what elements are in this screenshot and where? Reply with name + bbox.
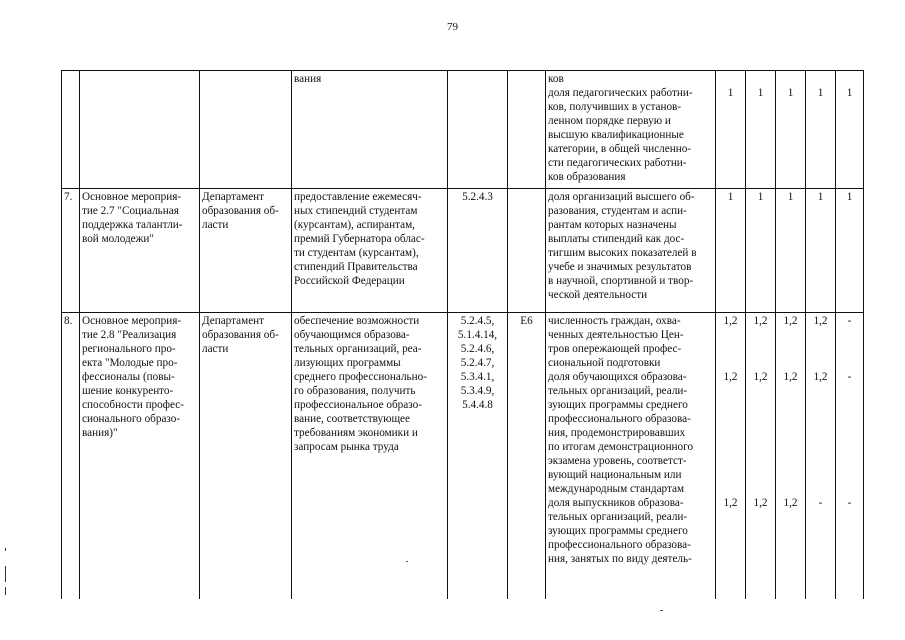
activity-name-line: фессионалы (повы- [82, 371, 175, 383]
value-year-3-cell [776, 71, 806, 189]
table-row [62, 189, 864, 313]
indicator-line: по итогам демонстрационного [548, 441, 694, 453]
row-number: 8. [62, 313, 80, 599]
code-line: 5.3.4.1, [460, 371, 495, 383]
activity-name-cell [80, 189, 200, 313]
code-line: 5.2.4.7, [460, 357, 495, 369]
indicator-value: 1 [787, 191, 794, 203]
indicator-value: 1 [727, 87, 734, 99]
value-year-1-cell [716, 189, 746, 313]
activity-content-line: лизующих программы [294, 357, 401, 369]
value-year-1-cell [716, 71, 746, 189]
page-number: 79 [447, 21, 458, 33]
activity-content-line: Российской Федерации [294, 275, 405, 287]
indicator-line: тров опережающей профес- [548, 343, 682, 355]
value-year-4-cell [806, 71, 836, 189]
indicator-line: доля педагогических работни- [548, 87, 693, 99]
activity-name-line: Основное мероприя- [82, 315, 182, 327]
value-year-4-cell [806, 313, 836, 599]
activity-content-line: (курсантам), аспирантам, [294, 219, 415, 231]
indicator-value: 1,2 [723, 371, 738, 383]
indicator-value: 1 [846, 87, 853, 99]
indicators-cell [546, 189, 716, 313]
activity-content-line: профессиональное образо- [294, 399, 422, 411]
activity-content-line: го образования, получить [294, 385, 416, 397]
executor-cell [200, 313, 292, 599]
table-row [62, 313, 864, 599]
value-year-5-cell [836, 313, 864, 599]
program-activities-table [61, 70, 864, 599]
indicator-value-block [778, 496, 803, 566]
value-year-5-cell [836, 71, 864, 189]
value-year-3-cell [776, 313, 806, 599]
indicator-value: - [818, 497, 823, 509]
indicator-value-block [748, 86, 773, 184]
indicator-line: рантам которых назначены [548, 219, 677, 231]
indicator-line: международным стандартам [548, 483, 685, 495]
indicator-value: 1,2 [753, 497, 768, 509]
indicator-line: разования, студентам и аспи- [548, 205, 687, 217]
indicator-line: тельных организаций, реали- [548, 511, 688, 523]
executor-line: образования об- [202, 205, 279, 217]
indicator-line: ченных деятельностью Цен- [548, 329, 684, 341]
indicator-line: численность граждан, охва- [548, 315, 681, 327]
indicator-value-block [808, 314, 833, 370]
value-year-3-cell [776, 189, 806, 313]
activity-content-line: среднего профессионально- [294, 371, 427, 383]
scan-artifact [5, 587, 6, 595]
indicator-value-block [838, 86, 861, 184]
indicator-value-block [808, 86, 833, 184]
activity-content-cell [292, 313, 448, 599]
indicator-block [548, 496, 713, 566]
value-year-2-cell [746, 71, 776, 189]
indicator-value-block [718, 496, 743, 566]
indicator-block [548, 190, 713, 302]
scan-artifact [660, 610, 663, 611]
indicator-block [548, 86, 713, 184]
row-number [62, 71, 80, 189]
code-line: 5.4.4.8 [462, 399, 493, 411]
activity-content-line: вание, соответствующее [294, 413, 410, 425]
indicator-value: 1 [727, 191, 734, 203]
indicator-block [548, 314, 713, 370]
project-ref-cell: Е6 [508, 313, 546, 599]
activity-content-cell [292, 71, 448, 189]
indicator-value-block [808, 496, 833, 566]
indicator-line: ков, получивших в установ- [548, 101, 682, 113]
indicator-value: - [847, 315, 852, 327]
indicator-line: ков [548, 73, 564, 85]
activity-content-line: требованиям экономики и [294, 427, 418, 439]
indicator-line: доля обучающихся образова- [548, 371, 687, 383]
indicator-block [548, 72, 713, 86]
activity-name-line: Основное мероприя- [82, 191, 182, 203]
executor-line: Департамент [202, 191, 265, 203]
indicator-line: ния, продемонстрировавших [548, 427, 686, 439]
indicator-line: высшую квалификационные [548, 129, 684, 141]
executor-line: ласти [202, 219, 229, 231]
code-cell [448, 313, 508, 599]
indicator-line: сиональной подготовки [548, 357, 661, 369]
indicator-value-block [778, 314, 803, 370]
scan-artifact [406, 561, 408, 562]
indicator-value-block [808, 72, 833, 86]
indicator-value-block [778, 190, 803, 302]
indicator-value: 1,2 [723, 315, 738, 327]
executor-line: образования об- [202, 329, 279, 341]
indicator-value-block [808, 370, 833, 496]
activity-content-line: вания [294, 73, 322, 85]
value-year-5-cell [836, 189, 864, 313]
value-year-4-cell [806, 189, 836, 313]
indicator-value-block [748, 314, 773, 370]
indicator-line: сти педагогических работни- [548, 157, 687, 169]
project-ref-cell [508, 71, 546, 189]
activity-name-line: шение конкуренто- [82, 385, 174, 397]
indicator-value-block [808, 190, 833, 302]
indicator-value: 1 [846, 191, 853, 203]
activity-name-line: регионального про- [82, 343, 176, 355]
indicator-value: 1 [757, 191, 764, 203]
indicator-line: вующий национальным или [548, 469, 682, 481]
activity-name-line: тие 2.8 "Реализация [82, 329, 177, 341]
code-cell [448, 189, 508, 313]
indicator-line: доля организаций высшего об- [548, 191, 695, 203]
indicator-line: профессионального образова- [548, 413, 691, 425]
activity-name-line: вой молодежи" [82, 233, 154, 245]
indicator-value: 1,2 [783, 315, 798, 327]
indicator-value-block [718, 72, 743, 86]
activity-content-line: стипендий Правительства [294, 261, 418, 273]
indicator-value: 1 [757, 87, 764, 99]
activity-content-line: премий Губернатора облас- [294, 233, 425, 245]
indicator-value-block [748, 72, 773, 86]
indicator-value-block [838, 190, 861, 302]
indicator-value: 1 [817, 191, 824, 203]
indicator-line: ленном порядке первую и [548, 115, 671, 127]
indicator-value: 1,2 [813, 315, 828, 327]
indicator-value: 1,2 [813, 371, 828, 383]
activity-name-line: тие 2.7 "Социальная [82, 205, 179, 217]
activity-content-line: обучающимся образова- [294, 329, 410, 341]
executor-line: Департамент [202, 315, 265, 327]
activity-content-line: обеспечение возможности [294, 315, 420, 327]
indicator-value: 1,2 [783, 371, 798, 383]
activity-content-line: ти студентам (курсантам), [294, 247, 419, 259]
indicator-line: ния, занятых по виду деятель- [548, 553, 692, 565]
indicator-value: 1,2 [753, 371, 768, 383]
activity-name-cell [80, 313, 200, 599]
indicator-value-block [778, 86, 803, 184]
activity-name-line: способности профес- [82, 399, 184, 411]
indicator-value-block [748, 190, 773, 302]
value-year-2-cell [746, 189, 776, 313]
activity-name-line: екта "Молодые про- [82, 357, 178, 369]
executor-cell [200, 71, 292, 189]
activity-name-line: поддержка талантли- [82, 219, 183, 231]
code-cell [448, 71, 508, 189]
indicator-value: - [847, 497, 852, 509]
indicator-value-block [838, 370, 861, 496]
indicator-line: зующих программы среднего [548, 399, 688, 411]
indicator-line: ческой деятельности [548, 289, 648, 301]
indicator-line: категории, в общей численно- [548, 143, 692, 155]
indicator-line: экзамена уровень, соответст- [548, 455, 687, 467]
activity-name-line: вания)" [82, 427, 118, 439]
code-line: 5.2.4.5, [460, 315, 495, 327]
indicator-value: 1,2 [753, 315, 768, 327]
indicator-value-block [778, 370, 803, 496]
activity-content-line: запросам рынка труда [294, 441, 399, 453]
value-year-1-cell [716, 313, 746, 599]
scan-artifact [5, 548, 6, 551]
indicator-value-block [778, 72, 803, 86]
activity-content-cell [292, 189, 448, 313]
indicator-value-block [838, 496, 861, 566]
indicator-block [548, 370, 713, 496]
indicators-cell [546, 313, 716, 599]
indicator-line: тигшим высоких показателей в [548, 247, 697, 259]
indicator-line: доля выпускников образова- [548, 497, 684, 509]
indicator-value: 1,2 [783, 497, 798, 509]
indicator-line: в научной, спортивной и твор- [548, 275, 694, 287]
code-line: 5.2.4.6, [460, 343, 495, 355]
indicator-value: 1,2 [723, 497, 738, 509]
indicator-value-block [748, 370, 773, 496]
indicator-value: 1 [787, 87, 794, 99]
indicators-cell [546, 71, 716, 189]
indicator-line: тельных организаций, реали- [548, 385, 688, 397]
indicator-value: - [847, 371, 852, 383]
indicator-value-block [838, 72, 861, 86]
row-number: 7. [62, 189, 80, 313]
activity-content-line: предоставление ежемесяч- [294, 191, 422, 203]
indicator-value-block [718, 314, 743, 370]
indicator-line: ков образования [548, 171, 626, 183]
value-year-2-cell [746, 313, 776, 599]
code-line: 5.1.4.14, [457, 329, 498, 341]
activity-content-line: тельных организаций, реа- [294, 343, 422, 355]
indicator-line: зующих программы среднего [548, 525, 688, 537]
indicator-line: учебе и значимых результатов [548, 261, 692, 273]
indicator-value-block [718, 86, 743, 184]
scan-artifact [5, 566, 6, 582]
indicator-value-block [838, 314, 861, 370]
activity-name-line: сионального образо- [82, 413, 181, 425]
executor-line: ласти [202, 343, 229, 355]
indicator-line: выплаты стипендий как дос- [548, 233, 685, 245]
indicator-value-block [718, 190, 743, 302]
activity-name-cell [80, 71, 200, 189]
project-ref-cell [508, 189, 546, 313]
indicator-line: профессионального образова- [548, 539, 691, 551]
indicator-value: 1 [817, 87, 824, 99]
code-line: 5.2.4.3 [462, 191, 493, 203]
table-row [62, 71, 864, 189]
indicator-value-block [748, 496, 773, 566]
code-line: 5.3.4.9, [460, 385, 495, 397]
indicator-value-block [718, 370, 743, 496]
executor-cell [200, 189, 292, 313]
activity-content-line: ных стипендий студентам [294, 205, 418, 217]
